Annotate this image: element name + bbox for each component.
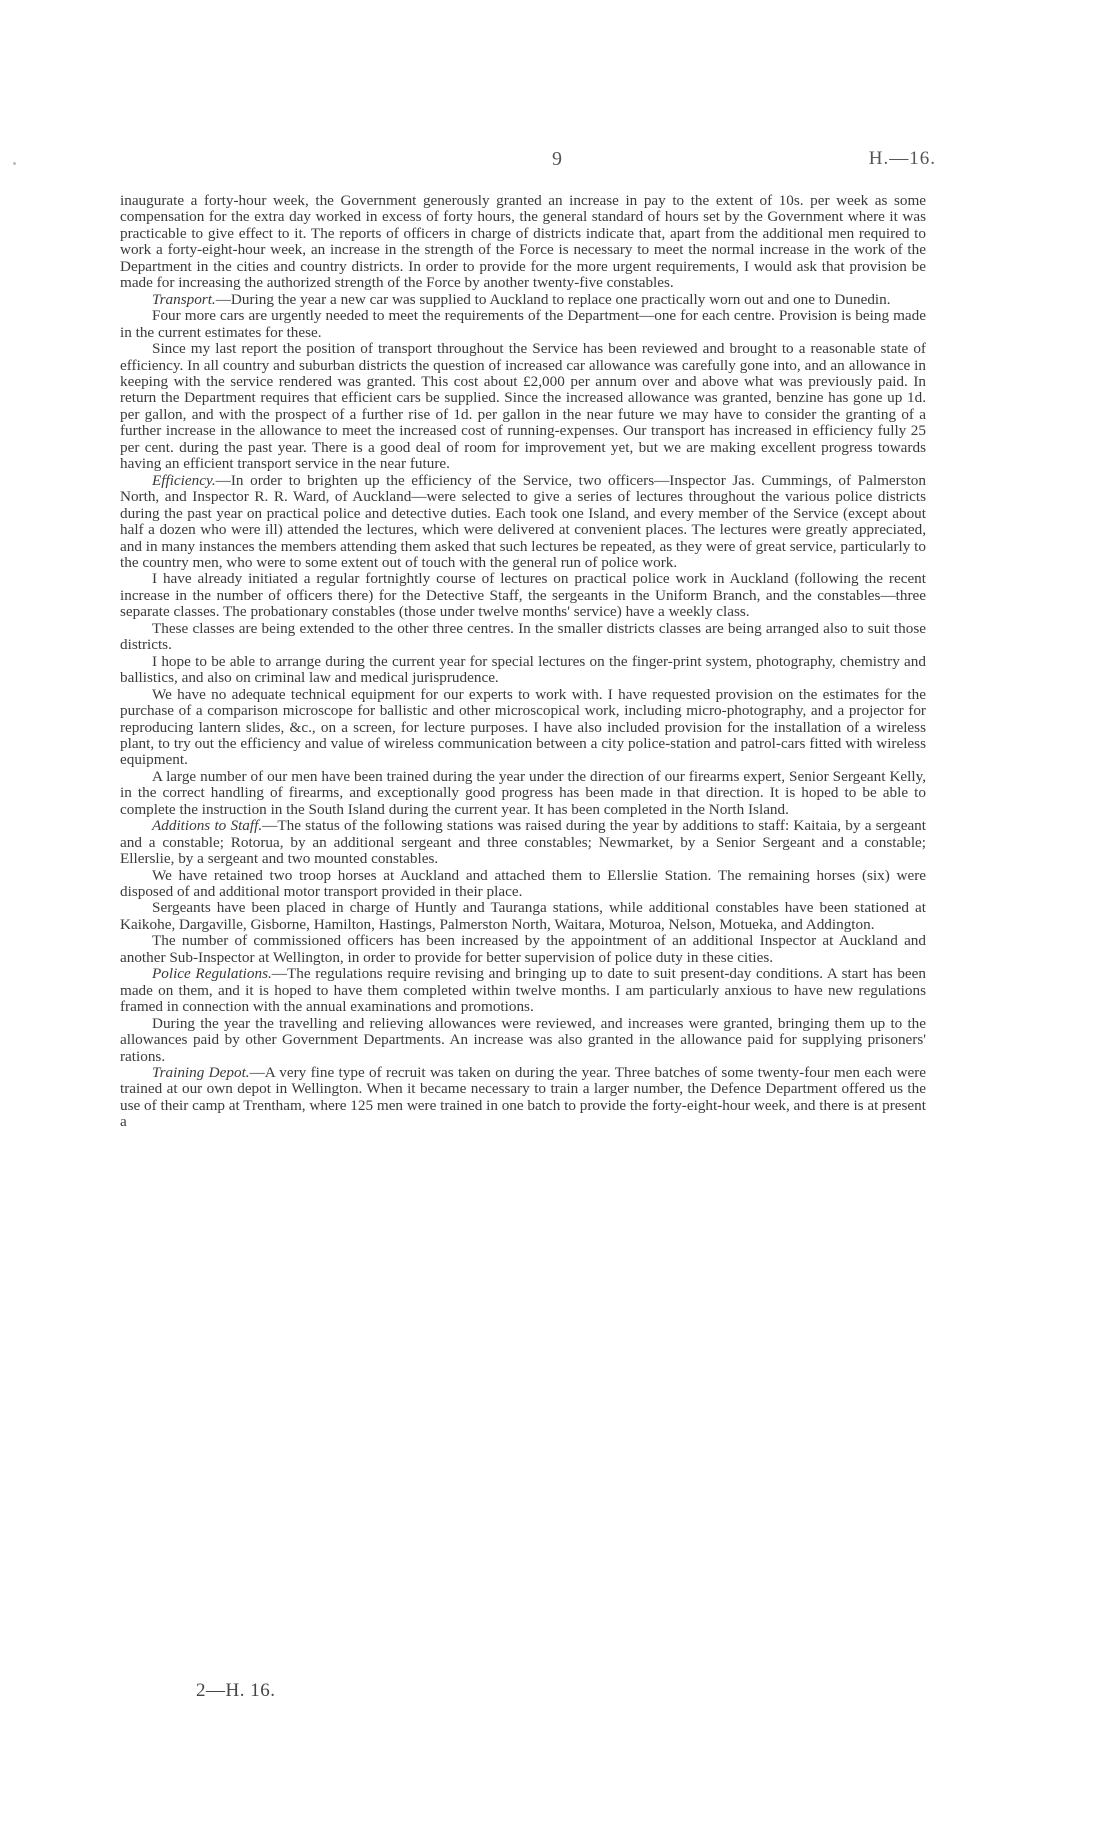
paragraph-text: I hope to be able to arrange during the current year for special lectures on the finger-print system, photography, chemistry and ballistics, and also on criminal law and medical jurisprudence. (120, 652, 926, 687)
section-heading: Transport. (152, 290, 216, 308)
paragraph-text: These classes are being extended to the other three centres. In the smaller districts classes are being arranged also to suit those districts. (120, 619, 926, 654)
paragraph (120, 292, 926, 308)
section-heading: Police Regulations. (152, 965, 272, 983)
section-heading: Training Depot. (152, 1064, 250, 1082)
paragraph-text: —The status of the following stations was raised during the year by additions to staff: Kaitaia, by a sergeant and a constable; Rotorua, by an additional sergeant and three constables; Newmarket, by a Senior Sergeant and a constable; Ellerslie, by a sergeant and two mounted constables. (120, 817, 926, 868)
paragraph-text: During the year the travelling and relieving allowances were reviewed, and increases were granted, bringing them up to the allowances paid by other Government Departments. An increase was also granted in the allowance paid for supplying prisoners' rations. (120, 1014, 926, 1065)
paragraph (120, 818, 926, 867)
paragraph (120, 687, 926, 769)
paragraph-text: Four more cars are urgently needed to meet the requirements of the Department—one for each centre. Provision is being made in the current estimates for these. (120, 307, 926, 341)
paragraph (120, 308, 926, 341)
paragraph (120, 473, 926, 572)
paragraph (120, 966, 926, 1015)
paragraph-text: inaugurate a forty-hour week, the Government generously granted an increase in pay to the extent of 10s. per week as some compensation for the extra day worked in excess of forty hours, the general standard of hours set by the Government where it was practicable to give effect to it. The reports of officers in charge of districts indicate that, apart from the additional men required to work a forty-eight-hour week, an increase in the strength of the Force is necessary to meet the normal increase in the work of the Department in the cities and country districts. In order to provide for the more urgent requirements, I would ask that provision be made for increasing the authorized strength of the Force by another twenty-five constables. (120, 192, 926, 292)
paragraph (120, 571, 926, 620)
paragraph (120, 1065, 926, 1131)
paragraph (120, 193, 926, 292)
paragraph (120, 868, 926, 901)
paragraph (120, 1016, 926, 1065)
paragraph-text: —In order to brighten up the efficiency of the Service, two officers—Inspector Jas. Cummings, of Palmerston North, and Inspector R. R. Ward, of Auckland—were selected to give a series of lectures throughout the various police districts during the past year on practical police and detective duties. Each took one Island, and every member of the Service (except about half a dozen who were ill) attended the lectures, which were delivered at convenient places. The lectures were greatly appreciated, and in many instances the members attending them asked that such lectures be repeated, as they were of great service, particularly to the country men, who were to some extent out of touch with the general run of police work. (120, 471, 926, 571)
paragraph-text: —A very fine type of recruit was taken on during the year. Three batches of some twenty-four men each were trained at our own depot in Wellington. When it became necessary to train a larger number, the Defence Department offered us the use of their camp at Trentham, where 125 men were trained in one batch to provide the forty-eight-hour week, and there is at present a (120, 1064, 927, 1131)
paragraph-text: I have already initiated a regular fortnightly course of lectures on practical police work in Auckland (following the recent increase in the number of officers there) for the Detective Staff, the sergeants in the Uniform Branch, and the constables—three separate classes. The probationary constables (those under twelve months' service) have a weekly class. (120, 570, 926, 621)
page-number: 9 (552, 148, 562, 170)
paragraph-text: We have no adequate technical equipment for our experts to work with. I have requested provision on the estimates for the purchase of a comparison microscope for ballistic and other microscopical work, including micro-photography, and a projector for reproducing lantern slides, &c., on a screen, for lecture purposes. I have also included provision for the installation of a wireless plant, to try out the efficiency and value of wireless communication between a city police-station and patrol-cars fitted with wireless equipment. (120, 685, 926, 769)
section-heading: Additions to Staff. (152, 817, 263, 835)
paragraph (120, 341, 926, 473)
paragraph (120, 933, 926, 966)
paragraph-text: A large number of our men have been trained during the year under the direction of our firearms expert, Senior Sergeant Kelly, in the correct handling of firearms, and exceptionally good progress has been made in that direction. It is hoped to be able to complete the instruction in the South Island during the current year. It has been completed in the North Island. (120, 767, 926, 818)
footer-signature-reference: 2—H. 16. (196, 1680, 276, 1701)
paragraph-text: Sergeants have been placed in charge of Huntly and Tauranga stations, while additional constables have been stationed at Kaikohe, Dargaville, Gisborne, Hamilton, Hastings, Palmerston North, Waitara, Moturoa, Nelson, Motueka, and Addington. (120, 899, 926, 933)
section-heading: Efficiency. (152, 471, 216, 489)
paragraph (120, 900, 926, 933)
paragraph-text: Since my last report the position of transport throughout the Service has been reviewed and brought to a reasonable state of efficiency. In all country and suburban districts the question of increased car allowance was carefully gone into, and an allowance in keeping with the service rendered was granted. This cost about £2,000 per annum over and above what was previously paid. In return the Department requires that efficient cars be supplied. Since the increased allowance was granted, benzine has gone up 1d. per gallon, and with the prospect of a further rise of 1d. per gallon in the near future we may have to consider the granting of a further increase in the allowance to meet the increased cost of running-expenses. Our transport has increased in efficiency fully 25 per cent. during the past year. There is a good deal of room for improvement yet, but we are making excellent progress towards having an efficient transport service in the near future. (120, 340, 926, 473)
paragraph (120, 769, 926, 818)
paragraph-text: —The regulations require revising and bringing up to date to suit present-day conditions. A start has been made on them, and it is hoped to have them completed within twelve months. I am particularly anxious to have new regulations framed in connection with the annual examinations and promotions. (120, 965, 926, 1016)
paragraph-text: The number of commissioned officers has been increased by the appointment of an additional Inspector at Auckland and another Sub-Inspector at Wellington, in order to provide for better supervision of police duty in these cities. (120, 932, 926, 966)
paragraph (120, 621, 926, 654)
paragraph-text: —During the year a new car was supplied to Auckland to replace one practically worn out and one to Dunedin. (215, 290, 891, 308)
paragraph-text: We have retained two troop horses at Auckland and attached them to Ellerslie Station. The remaining horses (six) were disposed of and additional motor transport provided in their place. (120, 866, 926, 901)
body-text (120, 193, 926, 1131)
paragraph (120, 654, 926, 687)
document-reference: H.—16. (868, 148, 936, 169)
